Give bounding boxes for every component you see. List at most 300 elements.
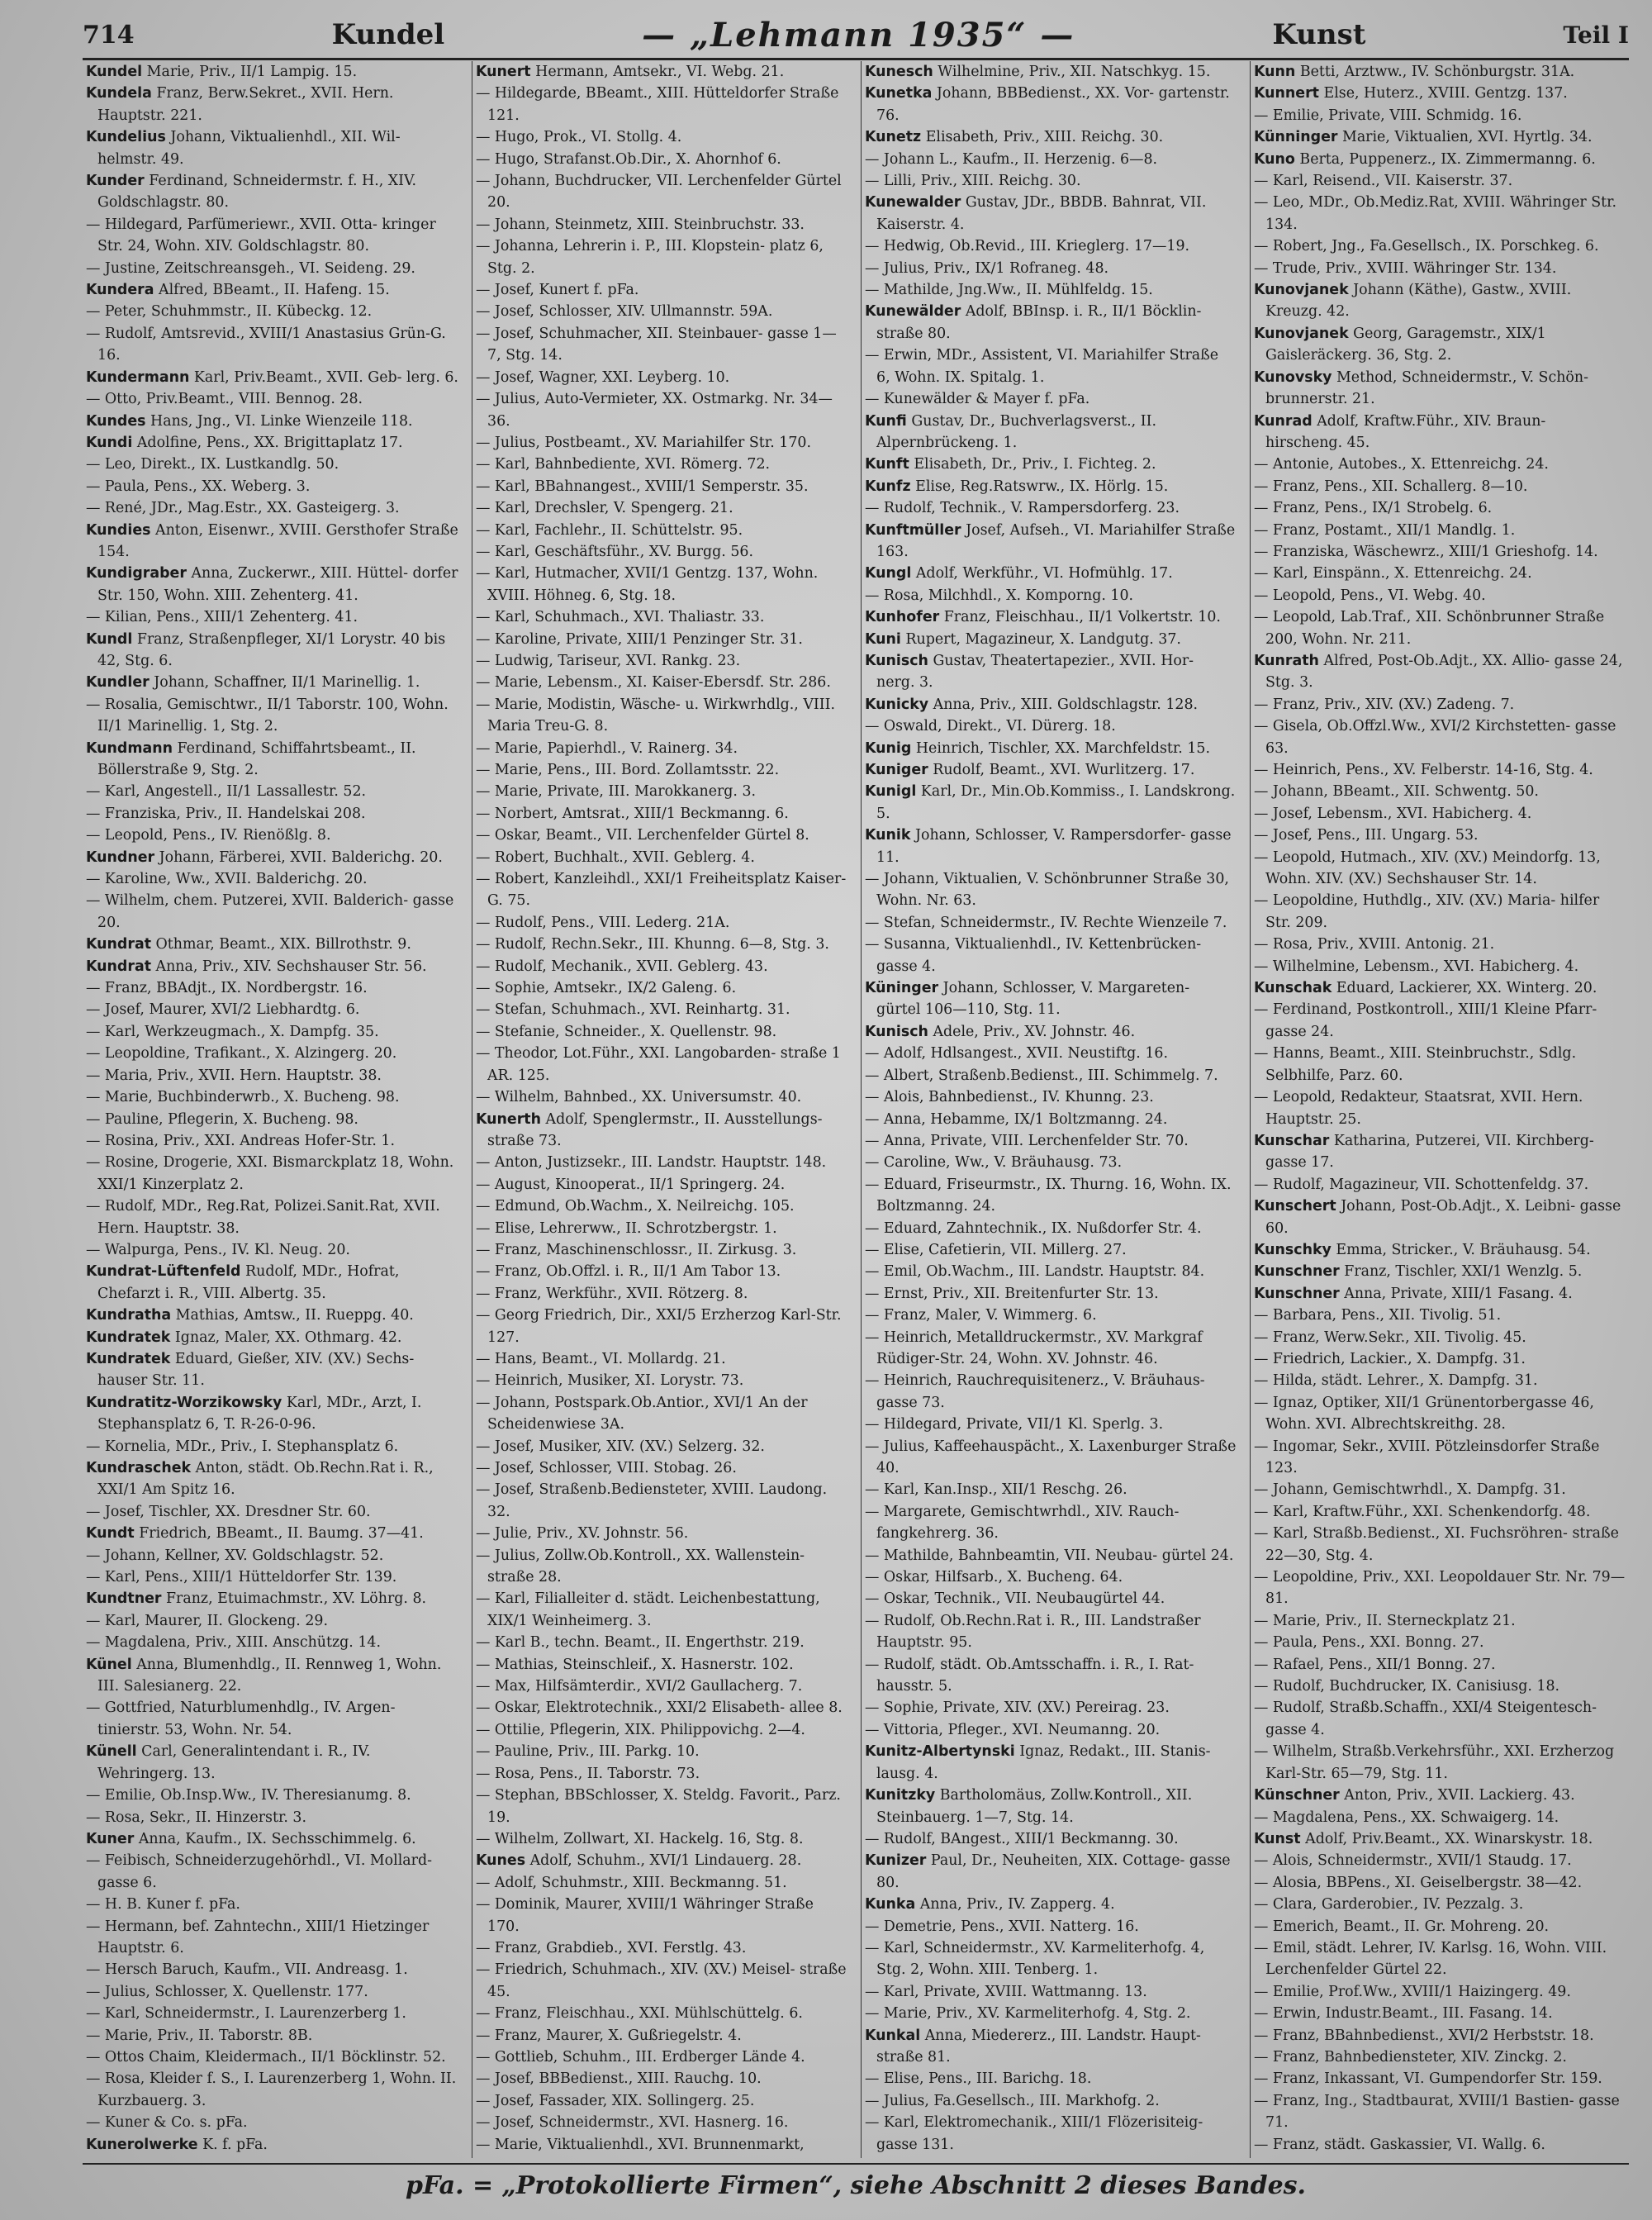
directory-entry: — Antonie, Autobes., X. Ettenreichg. 24. [1254,456,1549,473]
directory-entry: — Hildegard, Parfümeriewr., XVII. Otta- kringer Str. 24, Wohn. XIV. Goldschlagstr. 80. [86,216,436,255]
directory-entry: Kunschar Katharina, Putzerei, VII. Kirchberg- gasse 17. [1254,1132,1594,1172]
directory-entry: — Magdalena, Pens., XX. Schwaigerg. 14. [1254,1809,1559,1826]
directory-entry: Kundtner Franz, Etuimachmstr., XV. Löhrg. 8. [86,1590,427,1608]
directory-entry: — Karl, Geschäftsführ., XV. Burgg. 56. [476,543,754,560]
directory-entry: — Erwin, Industr.Beamt., III. Fasang. 14. [1254,2005,1553,2023]
directory-entry: Kunschak Eduard, Lackierer, XX. Winterg. 20. [1254,980,1597,997]
directory-entry: — Demetrie, Pens., XVII. Natterg. 16. [865,1918,1139,1935]
directory-entry: — Josef, Schneidermstr., XVI. Hasnerg. 16. [476,2114,789,2132]
directory-entry: — Emilie, Ob.Insp.Ww., IV. Theresianumg. 8. [86,1787,411,1804]
directory-entry: — Ernst, Priv., XII. Breitenfurter Str. 13. [865,1285,1159,1302]
directory-entry: — Max, Hilfsämterdir., XVI/2 Gaullacherg. 7. [476,1678,803,1695]
directory-entry: Kundmann Ferdinand, Schiffahrtsbeamt., II. Böllerstraße 9, Stg. 2. [86,739,416,778]
directory-entry: — Hans, Beamt., VI. Mollardg. 21. [476,1350,726,1367]
directory-entry: — Rudolf, städt. Ob.Amtsschaffn. i. R., I. Rat- hausstr. 5. [865,1656,1194,1695]
directory-entry: Kunrad Adolf, Kraftw.Führ., XIV. Braun- hirscheng. 45. [1254,412,1546,451]
directory-entry: — Franz, Ob.Offzl. i. R., II/1 Am Tabor 13. [476,1263,781,1281]
directory-entry: — Oskar, Beamt., VII. Lerchenfelder Gürtel 8. [476,827,809,844]
directory-entry: Kundelius Johann, Viktualienhdl., XII. Wil- helmstr. 49. [86,129,401,168]
directory-entry: — Kornelia, MDr., Priv., I. Stephansplatz 6. [86,1438,399,1455]
directory-entry [865,2156,1237,2158]
directory-entry: Kunerolwerke K. f. pFa. [86,2136,268,2153]
directory-entry: — Marie, Priv., II. Sterneckplatz 21. [1254,1612,1516,1629]
directory-entry: Kunder Ferdinand, Schneidermstr. f. H., XIV. Goldschlagstr. 80. [86,173,417,212]
directory-entry: — Alois, Bahnbedienst., IV. Khunng. 23. [865,1089,1154,1106]
directory-entry: — Rudolf, Buchdrucker, IX. Canisiusg. 18. [1254,1678,1560,1695]
directory-entry: — Karl, Einspänn., X. Ettenreichg. 24. [1254,565,1532,582]
directory-entry: Kundrat-Lüftenfeld Rudolf, MDr., Hofrat, Chefarzt i. R., VIII. Albertg. 35. [86,1263,400,1302]
directory-entry: — Leopoldine, Priv., XXI. Leopoldauer Str. Nr. 79—81. [1254,1569,1626,1608]
directory-entry: — Elise, Lehrerww., II. Schrotzbergstr. 1. [476,1219,777,1237]
directory-entry: — Paula, Pens., XX. Weberg. 3. [86,478,311,495]
directory-entry: — Barbara, Pens., XII. Tivolig. 51. [1254,1307,1502,1324]
directory-entry: — Susanna, Viktualienhdl., IV. Kettenbrücken- gasse 4. [865,936,1202,975]
directory-entry: Kundl Franz, Straßenpfleger, XI/1 Lorystr. 40 bis 42, Stg. 6. [86,630,446,669]
directory-entry: — Mathilde, Bahnbeamtin, VII. Neubau- gürtel 24. [865,1547,1234,1564]
directory-entry: Kundler Johann, Schaffner, II/1 Marinellig. 1. [86,674,420,692]
directory-entry: — Franz, Werkführ., XVII. Rötzerg. 8. [476,1285,748,1302]
directory-entry: Kundigraber Anna, Zuckerwr., XIII. Hüttel- dorfer Str. 150, Wohn. XIII. Zehenterg. 41. [86,565,458,604]
directory-entry: Kunisch Adele, Priv., XV. Johnstr. 46. [865,1023,1136,1040]
directory-column-1 [83,61,462,2158]
directory-entry: Kunerth Adolf, Spenglermstr., II. Ausstellungs- straße 73. [476,1110,823,1149]
directory-entry: — Rudolf, Rechn.Sekr., III. Khunng. 6—8, Stg. 3. [476,936,829,953]
directory-entry: — Robert, Buchhalt., XVII. Geblerg. 4. [476,849,755,866]
directory-entry: — Heinrich, Musiker, XI. Lorystr. 73. [476,1372,744,1390]
directory-entry: — Kuner & Co. s. pFa. [86,2114,248,2132]
directory-entry: — Karl, Straßb.Bedienst., XI. Fuchsröhren- straße 22—30, Stg. 4. [1254,1525,1619,1564]
directory-entry: Kunfz Elise, Reg.Ratswrw., IX. Hörlg. 15. [865,478,1169,495]
directory-entry: — Julius, Schlosser, X. Quellenstr. 177. [86,1983,368,2000]
page-number: 714 [83,20,135,50]
directory-entry: — Josef, Wagner, XXI. Leyberg. 10. [476,368,730,386]
directory-entry: Kundermann Karl, Priv.Beamt., XVII. Geb- lerg. 6. [86,368,458,386]
directory-entry: — Pauline, Pflegerin, X. Bucheng. 98. [86,1110,358,1128]
directory-entry: — Peter, Schuhmmstr., II. Kübeckg. 12. [86,303,373,321]
directory-entry: — Kunewälder & Mayer f. pFa. [865,391,1090,408]
directory-entry [86,2156,458,2158]
directory-entry: — Josef, Tischler, XX. Dresdner Str. 60. [86,1503,371,1520]
directory-entry: — Stefan, Schneidermstr., IV. Rechte Wienzeile 7. [865,914,1227,931]
directory-entry: — Josef, Maurer, XVI/2 Liebhardtg. 6. [86,1001,360,1019]
directory-entry: — Walpurga, Pens., IV. Kl. Neug. 20. [86,1241,350,1258]
directory-entry: — Margarete, Gemischtwrhdl., XIV. Rauch- fangkehrerg. 36. [865,1503,1180,1543]
directory-entry: — Norbert, Amtsrat., XIII/1 Beckmanng. 6. [476,805,789,822]
directory-entry: — Wilhelm, Zollwart, XI. Hackelg. 16, Stg. 8. [476,1830,804,1847]
directory-entry: — Johann, Buchdrucker, VII. Lerchenfelder Gürtel 20. [476,173,842,212]
directory-entry: — Leopold, Redakteur, Staatsrat, XVII. Hern. Hauptstr. 25. [1254,1089,1583,1128]
directory-entry: — Karl, Werkzeugmach., X. Dampfg. 35. [86,1023,379,1040]
directory-entry: Kundela Franz, Berw.Sekret., XVII. Hern. Hauptstr. 221. [86,85,394,124]
directory-entry: Kunftmüller Josef, Aufseh., VI. Mariahilfer Straße 163. [865,521,1236,560]
directory-entry: Kundies Anton, Eisenwr., XVIII. Gersthofer Straße 154. [86,521,458,560]
directory-entry: — Adolf, Hdlsangest., XVII. Neustiftg. 16. [865,1045,1168,1062]
directory-entry: — Franz, Fleischhau., XXI. Mühlschüttelg. 6. [476,2005,803,2023]
directory-entry: — Hugo, Strafanst.Ob.Dir., X. Ahornhof 6. [476,150,781,168]
directory-entry: — Mathilde, Jng.Ww., II. Mühlfeldg. 15. [865,282,1153,299]
directory-entry: Kunschner Anna, Private, XIII/1 Fasang. 4. [1254,1285,1573,1302]
directory-entry: — Edmund, Ob.Wachm., X. Neilreichg. 105. [476,1198,795,1215]
directory-entry: — Theodor, Lot.Führ., XXI. Langobarden- straße 1 AR. 125. [476,1045,841,1084]
directory-entry: — Eduard, Zahntechnik., IX. Nußdorfer Str. 4. [865,1219,1202,1237]
directory-entry: — Stefanie, Schneider., X. Quellenstr. 98. [476,1023,777,1040]
directory-columns [83,61,1629,2158]
directory-entry: Kunrath Alfred, Post-Ob.Adjt., XX. Allio- gasse 24, Stg. 3. [1254,652,1623,692]
directory-entry: — Josef, Schuhmacher, XII. Steinbauer- gasse 1—7, Stg. 14. [476,325,837,364]
directory-entry: — Franz, Ing., Stadtbaurat, XVIII/1 Bastien- gasse 71. [1254,2092,1620,2132]
directory-entry: — Eduard, Friseurmstr., IX. Thurng. 16, Wohn. IX. Boltzmanng. 24. [865,1176,1232,1215]
directory-entry: — Rudolf, Mechanik., XVII. Geblerg. 43. [476,958,768,975]
directory-entry: — Rosina, Priv., XXI. Andreas Hofer-Str. 1. [86,1132,396,1149]
directory-entry: — Alois, Schneidermstr., XVII/1 Staudg. 17. [1254,1852,1572,1870]
header-left-word: Kundel [331,18,445,51]
directory-entry: — Franz, Postamt., XII/1 Mandlg. 1. [1254,521,1516,539]
directory-entry: Kunitz-Albertynski Ignaz, Redakt., III. Stanis- lausg. 4. [865,1743,1211,1782]
directory-entry: — Emerich, Beamt., II. Gr. Mohreng. 20. [1254,1918,1550,1935]
directory-entry: Künel Anna, Blumenhdlg., II. Rennweg 1, Wohn. III. Salesianerg. 22. [86,1656,442,1695]
directory-entry: — Marie, Pens., III. Bord. Zollamtsstr. 22. [476,762,780,778]
directory-entry: — Marie, Priv., XV. Karmeliterhofg. 4, Stg. 2. [865,2005,1191,2023]
directory-entry: — Franziska, Priv., II. Handelskai 208. [86,805,366,822]
directory-entry: — Robert, Kanzleihdl., XXI/1 Freiheitsplatz Kaiser-G. 75. [476,871,847,910]
directory-entry: — Dominik, Maurer, XVIII/1 Währinger Straße 170. [476,1896,814,1935]
directory-entry: — Pauline, Priv., III. Parkg. 10. [476,1743,700,1761]
directory-entry: — Johann L., Kaufm., II. Herzenig. 6—8. [865,150,1158,168]
directory-entry: — Franz, städt. Gaskassier, VI. Wallg. 6. [1254,2136,1545,2153]
directory-entry: — Julius, Kaffeehauspächt., X. Laxenburger Straße 40. [865,1438,1237,1476]
directory-entry: — Marie, Papierhdl., V. Rainerg. 34. [476,739,738,757]
directory-entry: — Rudolf, MDr., Reg.Rat, Polizei.Sanit.Rat, XVII. Hern. Hauptstr. 38. [86,1198,440,1237]
directory-entry: Kundt Friedrich, BBeamt., II. Baumg. 37—41. [86,1525,424,1543]
directory-entry: — Leopold, Pens., VI. Webg. 40. [1254,587,1486,604]
directory-entry: Kundratek Eduard, Gießer, XIV. (XV.) Sechs- hauser Str. 11. [86,1350,415,1390]
directory-entry: — Rudolf, Straßb.Schaffn., XXI/4 Steigentesch- gasse 4. [1254,1699,1597,1738]
directory-entry: — Franz, Maschinenschlossr., II. Zirkusg. 3. [476,1241,797,1258]
directory-entry: — Sophie, Private, XIV. (XV.) Pereirag. 23. [865,1699,1170,1717]
directory-entry: — Karl, Kan.Insp., XII/1 Reschg. 26. [865,1481,1127,1499]
directory-entry: Künell Carl, Generalintendant i. R., IV. Wehringerg. 13. [86,1743,371,1782]
directory-entry: Kunhofer Franz, Fleischhau., II/1 Volkertstr. 10. [865,609,1221,626]
directory-entry: — Heinrich, Metalldruckermstr., XV. Markgraf Rüdiger-Str. 24, Wohn. XV. Johnstr. 46. [865,1329,1203,1367]
directory-entry: Kunert Hermann, Amtsekr., VI. Webg. 21. [476,64,785,80]
directory-entry: — Emilie, Prof.Ww., XVIII/1 Haizingerg. 49. [1254,1983,1571,2000]
directory-entry: — Rosa, Milchhdl., X. Komporng. 10. [865,587,1134,604]
directory-entry: — Karoline, Ww., XVII. Balderichg. 20. [86,871,368,888]
directory-entry: — Stefan, Schuhmach., XVI. Reinhartg. 31. [476,1001,790,1019]
page-header [83,12,1629,60]
directory-entry: — Karl, Drechsler, V. Spengerg. 21. [476,500,733,517]
directory-entry: — Gottlieb, Schuhm., III. Erdberger Lände 4. [476,2048,805,2066]
directory-entry: — Friedrich, Lackier., X. Dampfg. 31. [1254,1350,1526,1367]
directory-entry: — Franz, Werw.Sekr., XII. Tivolig. 45. [1254,1329,1526,1346]
directory-entry: — Julius, Zollw.Ob.Kontroll., XX. Wallenstein- straße 28. [476,1547,805,1586]
directory-entry: — Leopold, Hutmach., XIV. (XV.) Meindorfg. 13, Wohn. XIV. (XV.) Sechshauser Str. 14. [1254,849,1601,888]
directory-entry: Kunschky Emma, Stricker., V. Bräuhausg. 54. [1254,1241,1591,1258]
directory-entry: Kunft Elisabeth, Dr., Priv., I. Fichteg. 2. [865,456,1156,473]
directory-entry: — Maria, Priv., XVII. Hern. Hauptstr. 38. [86,1067,382,1084]
directory-entry: Kunschner Franz, Tischler, XXI/1 Wenzlg. 5. [1254,1263,1583,1281]
directory-entry: — Karl B., techn. Beamt., II. Engerthstr. 219. [476,1634,805,1652]
directory-entry: Kundi Adolfine, Pens., XX. Brigittaplatz 17. [86,434,403,451]
directory-entry: — Ferdinand, Postkontroll., XIII/1 Kleine Pfarr- gasse 24. [1254,1001,1597,1040]
directory-entry: — Trude, Priv., XVIII. Währinger Str. 134. [1254,259,1557,277]
directory-entry: — Sophie, Amtsekr., IX/2 Galeng. 6. [476,980,737,997]
directory-entry: — Johann, Postspark.Ob.Antior., XVI/1 An der Scheidenwiese 3A. [476,1394,808,1433]
directory-entry: Kundratha Mathias, Amtsw., II. Rueppg. 40. [86,1307,414,1324]
directory-entry: — Julius, Priv., IX/1 Rofraneg. 48. [865,259,1109,277]
directory-entry: — Alosia, BBPens., XI. Geiselbergstr. 38—42. [1254,1874,1583,1891]
directory-entry: Kunovjanek Georg, Garagemstr., XIX/1 Gaisleräckerg. 36, Stg. 2. [1254,325,1546,364]
directory-entry: Kunschert Johann, Post-Ob.Adjt., X. Leibni- gasse 60. [1254,1198,1621,1237]
directory-entry: — Johann, BBeamt., XII. Schwentg. 50. [1254,783,1539,801]
directory-entry: — Johann, Gemischtwrhdl., X. Dampfg. 31. [1254,1481,1566,1499]
directory-entry: — Ingomar, Sekr., XVIII. Pötzleinsdorfer Straße 123. [1254,1438,1600,1476]
directory-entry: — Vittoria, Pfleger., XVI. Neumanng. 20. [865,1721,1161,1738]
footer-note: pFa. = „Protokollierte Firmen“, siehe Abschnitt 2 dieses Bandes. [406,2170,1306,2200]
directory-entry: — Gottfried, Naturblumenhdlg., IV. Argen- tinierstr. 53, Wohn. Nr. 54. [86,1699,396,1738]
directory-entry: — Hersch Baruch, Kaufm., VII. Andreasg. 1. [86,1961,408,1979]
directory-entry: — Franz, Grabdieb., XVI. Ferstlg. 43. [476,1939,747,1956]
directory-entry: — Paula, Pens., XXI. Bonng. 27. [1254,1634,1484,1652]
directory-entry: — Josef, Pens., III. Ungarg. 53. [1254,827,1479,844]
directory-entry: Kunewalder Gustav, JDr., BBDB. Bahnrat, VII. Kaiserstr. 4. [865,194,1207,233]
directory-entry: — Wilhelm, Bahnbed., XX. Universumstr. 40. [476,1089,802,1106]
directory-entry: — Rosa, Sekr., II. Hinzerstr. 3. [86,1809,307,1826]
directory-entry: Kunfi Gustav, Dr., Buchverlagsverst., II. Alpernbrückeng. 1. [865,412,1157,451]
directory-entry: — Franz, Pens., XII. Schallerg. 8—10. [1254,478,1528,495]
directory-entry: — Leopold, Pens., IV. Rienößlg. 8. [86,827,331,844]
header-title: — „Lehmann 1935“ — [642,15,1075,55]
directory-entry: — Feibisch, Schneiderzugehörhdl., VI. Mollard- gasse 6. [86,1852,432,1891]
directory-entry: — Julius, Auto-Vermieter, XX. Ostmarkg. Nr. 34—36. [476,391,833,430]
directory-entry: — Karl, Fachlehr., II. Schüttelstr. 95. [476,521,743,539]
directory-entry: — Robert, Jng., Fa.Gesellsch., IX. Porschkeg. 6. [1254,238,1599,255]
directory-entry: Kunisch Gustav, Theatertapezier., XVII. Hor- nerg. 3. [865,652,1194,692]
directory-entry: — Johann, Viktualien, V. Schönbrunner Straße 30, Wohn. Nr. 63. [865,871,1229,910]
directory-entry: — Marie, Private, III. Marokkanerg. 3. [476,783,757,801]
directory-entry: — Karl, Angestell., II/1 Lassallestr. 52. [86,783,367,801]
directory-entry: Kundner Johann, Färberei, XVII. Balderichg. 20. [86,849,443,866]
directory-entry: — Marie, Viktualienhdl., XVI. Brunnenmarkt, [476,2136,805,2153]
directory-entry: — Leo, MDr., Ob.Mediz.Rat, XVIII. Währinger Str. 134. [1254,194,1617,233]
directory-entry: — Marie, Modistin, Wäsche- u. Wirkwrhdlg., VIII. Maria Treu-G. 8. [476,696,836,735]
directory-entry: — Josef, Lebensm., XVI. Habicherg. 4. [1254,805,1532,822]
directory-entry: — Josef, Schlosser, XIV. Ullmannstr. 59A. [476,303,773,321]
directory-entry: — Oswald, Direkt., VI. Dürerg. 18. [865,718,1116,735]
directory-entry: — Franz, Bahnbediensteter, XIV. Zinckg. 2. [1254,2048,1567,2066]
directory-entry: — Wilhelm, chem. Putzerei, XVII. Balderich- gasse 20. [86,892,454,931]
directory-entry: — Karoline, Private, XIII/1 Penzinger Str. 31. [476,630,803,648]
directory-entry: — Ottilie, Pflegerin, XIX. Philippovichg. 2—4. [476,1721,805,1738]
directory-entry: — Karl, Bahnbediente, XVI. Römerg. 72. [476,456,771,473]
directory-entry: — Clara, Garderobier., IV. Pezzalg. 3. [1254,1896,1524,1913]
header-right-word: Kunst [1272,18,1366,51]
directory-entry: Kunkal Anna, Miedererz., III. Landstr. Haupt- straße 81. [865,2027,1201,2066]
directory-entry: — Gisela, Ob.Offzl.Ww., XVI/2 Kirchstetten- gasse 63. [1254,718,1616,757]
directory-entry: Kunizer Paul, Dr., Neuheiten, XIX. Cottage- gasse 80. [865,1852,1231,1891]
directory-entry: — Rosalia, Gemischtwr., II/1 Taborstr. 100, Wohn. II/1 Marinellig. 1, Stg. 2. [86,696,449,735]
directory-entry: — Marie, Lebensm., XI. Kaiser-Ebersdf. Str. 286. [476,674,831,692]
directory-entry: — Otto, Priv.Beamt., VIII. Bennog. 28. [86,391,363,408]
directory-entry: Kundel Marie, Priv., II/1 Lampig. 15. [86,64,358,80]
directory-entry: — Rosa, Pens., II. Taborstr. 73. [476,1765,700,1782]
directory-entry: — Johann, Steinmetz, XIII. Steinbruchstr. 33. [476,216,805,233]
directory-entry: — Hilda, städt. Lehrer., X. Dampfg. 31. [1254,1372,1538,1390]
directory-entry: — Ludwig, Tariseur, XVI. Rankg. 23. [476,652,741,669]
directory-entry: — Oskar, Technik., VII. Neubaugürtel 44. [865,1590,1165,1608]
directory-entry: — Stephan, BBSchlosser, X. Steldg. Favorit., Parz. 19. [476,1787,841,1826]
directory-entry: Kunewälder Adolf, BBInsp. i. R., II/1 Böcklin- straße 80. [865,303,1202,342]
directory-entry: Kunka Anna, Priv., IV. Zapperg. 4. [865,1896,1115,1913]
directory-entry: — Oskar, Elektrotechnik., XXI/2 Elisabeth- allee 8. [476,1699,843,1717]
directory-entry: — Emil, städt. Lehrer, IV. Karlsg. 16, Wohn. VIII. Lerchenfelder Gürtel 22. [1254,1939,1607,1979]
directory-entry: Kunicky Anna, Priv., XIII. Goldschlagstr. 128. [865,696,1199,713]
directory-column-2 [472,61,851,2158]
directory-entry: — Hedwig, Ob.Revid., III. Krieglerg. 17—19. [865,238,1190,255]
directory-entry: — Franz, BBahnbedienst., XVI/2 Herbststr. 18. [1254,2027,1594,2044]
directory-entry: — Julie, Priv., XV. Johnstr. 56. [476,1525,689,1543]
directory-entry: — Hugo, Prok., VI. Stollg. 4. [476,129,682,146]
directory-entry: — Karl, BBahnangest., XVIII/1 Semperstr. 35. [476,478,809,495]
directory-column-4 [1250,61,1629,2158]
directory-entry: — Hermann, bef. Zahntechn., XIII/1 Hietzinger Hauptstr. 6. [86,1918,430,1956]
directory-entry: — Rafael, Pens., XII/1 Bonng. 27. [1254,1656,1496,1673]
directory-entry: — Mathias, Steinschleif., X. Hasnerstr. 102. [476,1656,794,1673]
directory-entry: — Josef, BBBedienst., XIII. Rauchg. 10. [476,2070,762,2088]
directory-entry: Kuniger Rudolf, Beamt., XVI. Wurlitzerg. 17. [865,762,1195,778]
directory-entry: Kunovsky Method, Schneidermstr., V. Schön- brunnerstr. 21. [1254,368,1588,408]
directory-entry: — Franziska, Wäschewrz., XIII/1 Grieshofg. 14. [1254,543,1598,560]
directory-entry: — Josef, Kunert f. pFa. [476,282,639,299]
directory-entry: — Franz, Inkassant, VI. Gumpendorfer Str. 159. [1254,2070,1602,2088]
directory-entry: — Josef, Straßenb.Bediensteter, XVIII. Laudong. 32. [476,1481,828,1520]
directory-entry: — Lilli, Priv., XIII. Reichg. 30. [865,173,1081,190]
directory-entry: — Leo, Direkt., IX. Lustkandlg. 50. [86,456,339,473]
directory-entry: — Franz, Maurer, X. Gußriegelstr. 4. [476,2027,742,2044]
directory-entry: — Hildegarde, BBeamt., XIII. Hütteldorfer Straße 121. [476,85,839,124]
directory-entry [1254,2156,1626,2158]
directory-entry: Kunetz Elisabeth, Priv., XIII. Reichg. 30. [865,129,1164,146]
directory-entry: — Rosa, Kleider f. S., I. Laurenzerberg 1, Wohn. II. Kurzbauerg. 3. [86,2070,457,2109]
page-footer [83,2163,1629,2206]
directory-entry: — Heinrich, Pens., XV. Felberstr. 14-16, Stg. 4. [1254,762,1593,778]
directory-entry: — Rosa, Priv., XVIII. Antonig. 21. [1254,936,1495,953]
directory-entry: Kundera Alfred, BBeamt., II. Hafeng. 15. [86,282,390,299]
directory-entry: Kunig Heinrich, Tischler, XX. Marchfeldstr. 15. [865,739,1210,757]
directory-entry: — Marie, Buchbinderwrb., X. Bucheng. 98. [86,1089,400,1106]
directory-entry: — Karl, Pens., XIII/1 Hütteldorfer Str. 139. [86,1569,397,1586]
header-part: Teil I [1563,21,1629,49]
directory-entry: Kunovjanek Johann (Käthe), Gastw., XVIII. Kreuzg. 42. [1254,282,1572,321]
directory-entry: Küninger Johann, Schlosser, V. Margareten- gürtel 106—110, Stg. 11. [865,980,1190,1019]
directory-entry: — Albert, Straßenb.Bedienst., III. Schimmelg. 7. [865,1067,1218,1084]
directory-entry: — Ottos Chaim, Kleidermach., II/1 Böcklinstr. 52. [86,2048,446,2066]
directory-entry: — H. B. Kuner f. pFa. [86,1896,240,1913]
directory-entry: — Oskar, Hilfsarb., X. Bucheng. 64. [865,1569,1123,1586]
directory-entry: Kunik Johann, Schlosser, V. Rampersdorfer- gasse 11. [865,827,1232,866]
directory-entry: Kunigl Karl, Dr., Min.Ob.Kommiss., I. Landskrong. 5. [865,783,1236,822]
directory-entry: Kundratitz-Worzikowsky Karl, MDr., Arzt, I. Stephansplatz 6, T. R-26-0-96. [86,1394,422,1433]
directory-entry: — Wilhelm, Straßb.Verkehrsführ., XXI. Erzherzog Karl-Str. 65—79, Stg. 11. [1254,1743,1615,1782]
directory-entry: Kunst Adolf, Priv.Beamt., XX. Winarskystr. 18. [1254,1830,1593,1847]
directory-entry: — Justine, Zeitschreansgeh., VI. Seideng. 29. [86,259,415,277]
directory-entry: — Elise, Cafetierin, VII. Millerg. 27. [865,1241,1127,1258]
directory-entry: Kunetka Johann, BBBedienst., XX. Vor- gartenstr. 76. [865,85,1230,124]
directory-entry: — Rudolf, BAngest., XIII/1 Beckmanng. 30. [865,1830,1179,1847]
directory-entry: — Caroline, Ww., V. Bräuhausg. 73. [865,1154,1123,1172]
directory-entry: — Emilie, Private, VIII. Schmidg. 16. [1254,107,1522,124]
directory-entry: — Rudolf, Amtsrevid., XVIII/1 Anastasius Grün-G. 16. [86,325,446,364]
directory-entry: — Magdalena, Priv., XIII. Anschützg. 14. [86,1634,381,1652]
directory-entry: — Leopoldine, Huthdlg., XIV. (XV.) Maria- hilfer Str. 209. [1254,892,1600,931]
directory-entry: — Karl, Private, XVIII. Wattmanng. 13. [865,1983,1147,2000]
directory-entry: — René, JDr., Mag.Estr., XX. Gasteigerg. 3. [86,500,400,517]
directory-entry: Kunes Adolf, Schuhm., XVI/1 Lindauerg. 28. [476,1852,802,1870]
directory-entry: — Hildegard, Private, VII/1 Kl. Sperlg. 3. [865,1416,1164,1433]
directory-entry: — Emil, Ob.Wachm., III. Landstr. Hauptstr. 84. [865,1263,1205,1281]
directory-entry: — Leopoldine, Trafikant., X. Alzingerg. 20. [86,1045,397,1062]
directory-entry: Kunn Betti, Arztww., IV. Schönburgstr. 31A. [1254,64,1575,80]
directory-entry: — Franz, Maler, V. Wimmerg. 6. [865,1307,1097,1324]
directory-entry: — Kilian, Pens., XIII/1 Zehenterg. 41. [86,609,358,626]
directory-entry: Künninger Marie, Viktualien, XVI. Hyrtlg. 34. [1254,129,1593,146]
directory-entry: — Georg Friedrich, Dir., XXI/5 Erzherzog Karl-Str. 127. [476,1307,842,1346]
directory-entry: Kundraschek Anton, städt. Ob.Rechn.Rat i. R., XXI/1 Am Spitz 16. [86,1460,434,1499]
directory-entry: — Friedrich, Schuhmach., XIV. (XV.) Meisel- straße 45. [476,1961,847,2000]
directory-entry: — Franz, Pens., IX/1 Strobelg. 6. [1254,500,1493,517]
directory-entry: — Rudolf, Pens., VIII. Lederg. 21A. [476,914,730,931]
directory-entry: — Franz, BBAdjt., IX. Nordbergstr. 16. [86,980,368,997]
directory-entry: Kuni Rupert, Magazineur, X. Landgutg. 37. [865,630,1181,648]
directory-entry: — August, Kinooperat., II/1 Springerg. 24. [476,1176,786,1193]
directory-entry: — Leopold, Lab.Traf., XII. Schönbrunner Straße 200, Wohn. Nr. 211. [1254,609,1605,648]
directory-entry: — Julius, Postbeamt., XV. Mariahilfer Str. 170. [476,434,811,451]
directory-entry: — Rudolf, Magazineur, VII. Schottenfeldg. 37. [1254,1176,1589,1193]
directory-entry: — Josef, Musiker, XIV. (XV.) Selzerg. 32. [476,1438,765,1455]
directory-entry: — Karl, Maurer, II. Glockeng. 29. [86,1612,328,1629]
directory-entry: Kundes Hans, Jng., VI. Linke Wienzeile 118. [86,412,413,430]
directory-entry: — Karl, Schuhmach., XVI. Thaliastr. 33. [476,609,765,626]
directory-entry: Künschner Anton, Priv., XVII. Lackierg. 43. [1254,1787,1575,1804]
directory-entry: — Rudolf, Ob.Rechn.Rat i. R., III. Landstraßer Hauptstr. 95. [865,1612,1201,1652]
directory-entry: — Elise, Pens., III. Barichg. 18. [865,2070,1092,2088]
directory-entry: — Adolf, Schuhmstr., XIII. Beckmanng. 51. [476,1874,787,1891]
directory-entry: — Karl, Schneidermstr., XV. Karmeliterhofg. 4, Stg. 2, Wohn. XIII. Tenberg. 1. [865,1939,1205,1979]
directory-entry: — Karl, Elektromechanik., XIII/1 Flözerisiteig- gasse 131. [865,2114,1203,2153]
directory-entry: Kundrat Anna, Priv., XIV. Sechshauser Str. 56. [86,958,427,975]
directory-entry: — Johanna, Lehrerin i. P., III. Klopstein- platz 6, Stg. 2. [476,238,824,277]
directory-entry: — Franz, Priv., XIV. (XV.) Zadeng. 7. [1254,696,1515,713]
directory-entry: — Anna, Private, VIII. Lerchenfelder Str. 70. [865,1132,1189,1149]
directory-entry: Kundrat Othmar, Beamt., XIX. Billrothstr. 9. [86,936,411,953]
directory-entry: — Karl, Reisend., VII. Kaiserstr. 37. [1254,173,1513,190]
directory-entry: — Josef, Schlosser, VIII. Stobag. 26. [476,1460,737,1476]
directory-entry: — Ignaz, Optiker, XII/1 Grünentorbergasse 46, Wohn. XVI. Albrechtskreithg. 28. [1254,1394,1594,1433]
directory-entry: — Karl, Kraftw.Führ., XXI. Schenkendorfg. 48. [1254,1503,1591,1520]
directory-entry: Kuner Anna, Kaufm., IX. Sechsschimmelg. 6. [86,1830,416,1847]
directory-entry: — Anna, Hebamme, IX/1 Boltzmanng. 24. [865,1110,1168,1128]
directory-entry: Kungl Adolf, Werkführ., VI. Hofmühlg. 17. [865,565,1173,582]
directory-entry: — Julius, Fa.Gesellsch., III. Markhofg. 2. [865,2092,1160,2109]
directory-entry: Kunesch Wilhelmine, Priv., XII. Natschkyg. 15. [865,64,1211,80]
directory-entry: — Marie, Priv., II. Taborstr. 8B. [86,2027,313,2044]
directory-entry: Kuno Berta, Puppenerz., IX. Zimmermanng. 6. [1254,150,1596,168]
directory-entry: — Johann, Kellner, XV. Goldschlagstr. 52. [86,1547,384,1564]
directory-entry: — Erwin, MDr., Assistent, VI. Mariahilfer Straße 6, Wohn. IX. Spitalg. 1. [865,347,1219,386]
directory-column-3 [861,61,1240,2158]
directory-entry: — Heinrich, Rauchrequisitenerz., V. Bräuhaus- gasse 73. [865,1372,1205,1411]
directory-entry: — Anton, Justizsekr., III. Landstr. Hauptstr. 148. [476,1154,827,1172]
